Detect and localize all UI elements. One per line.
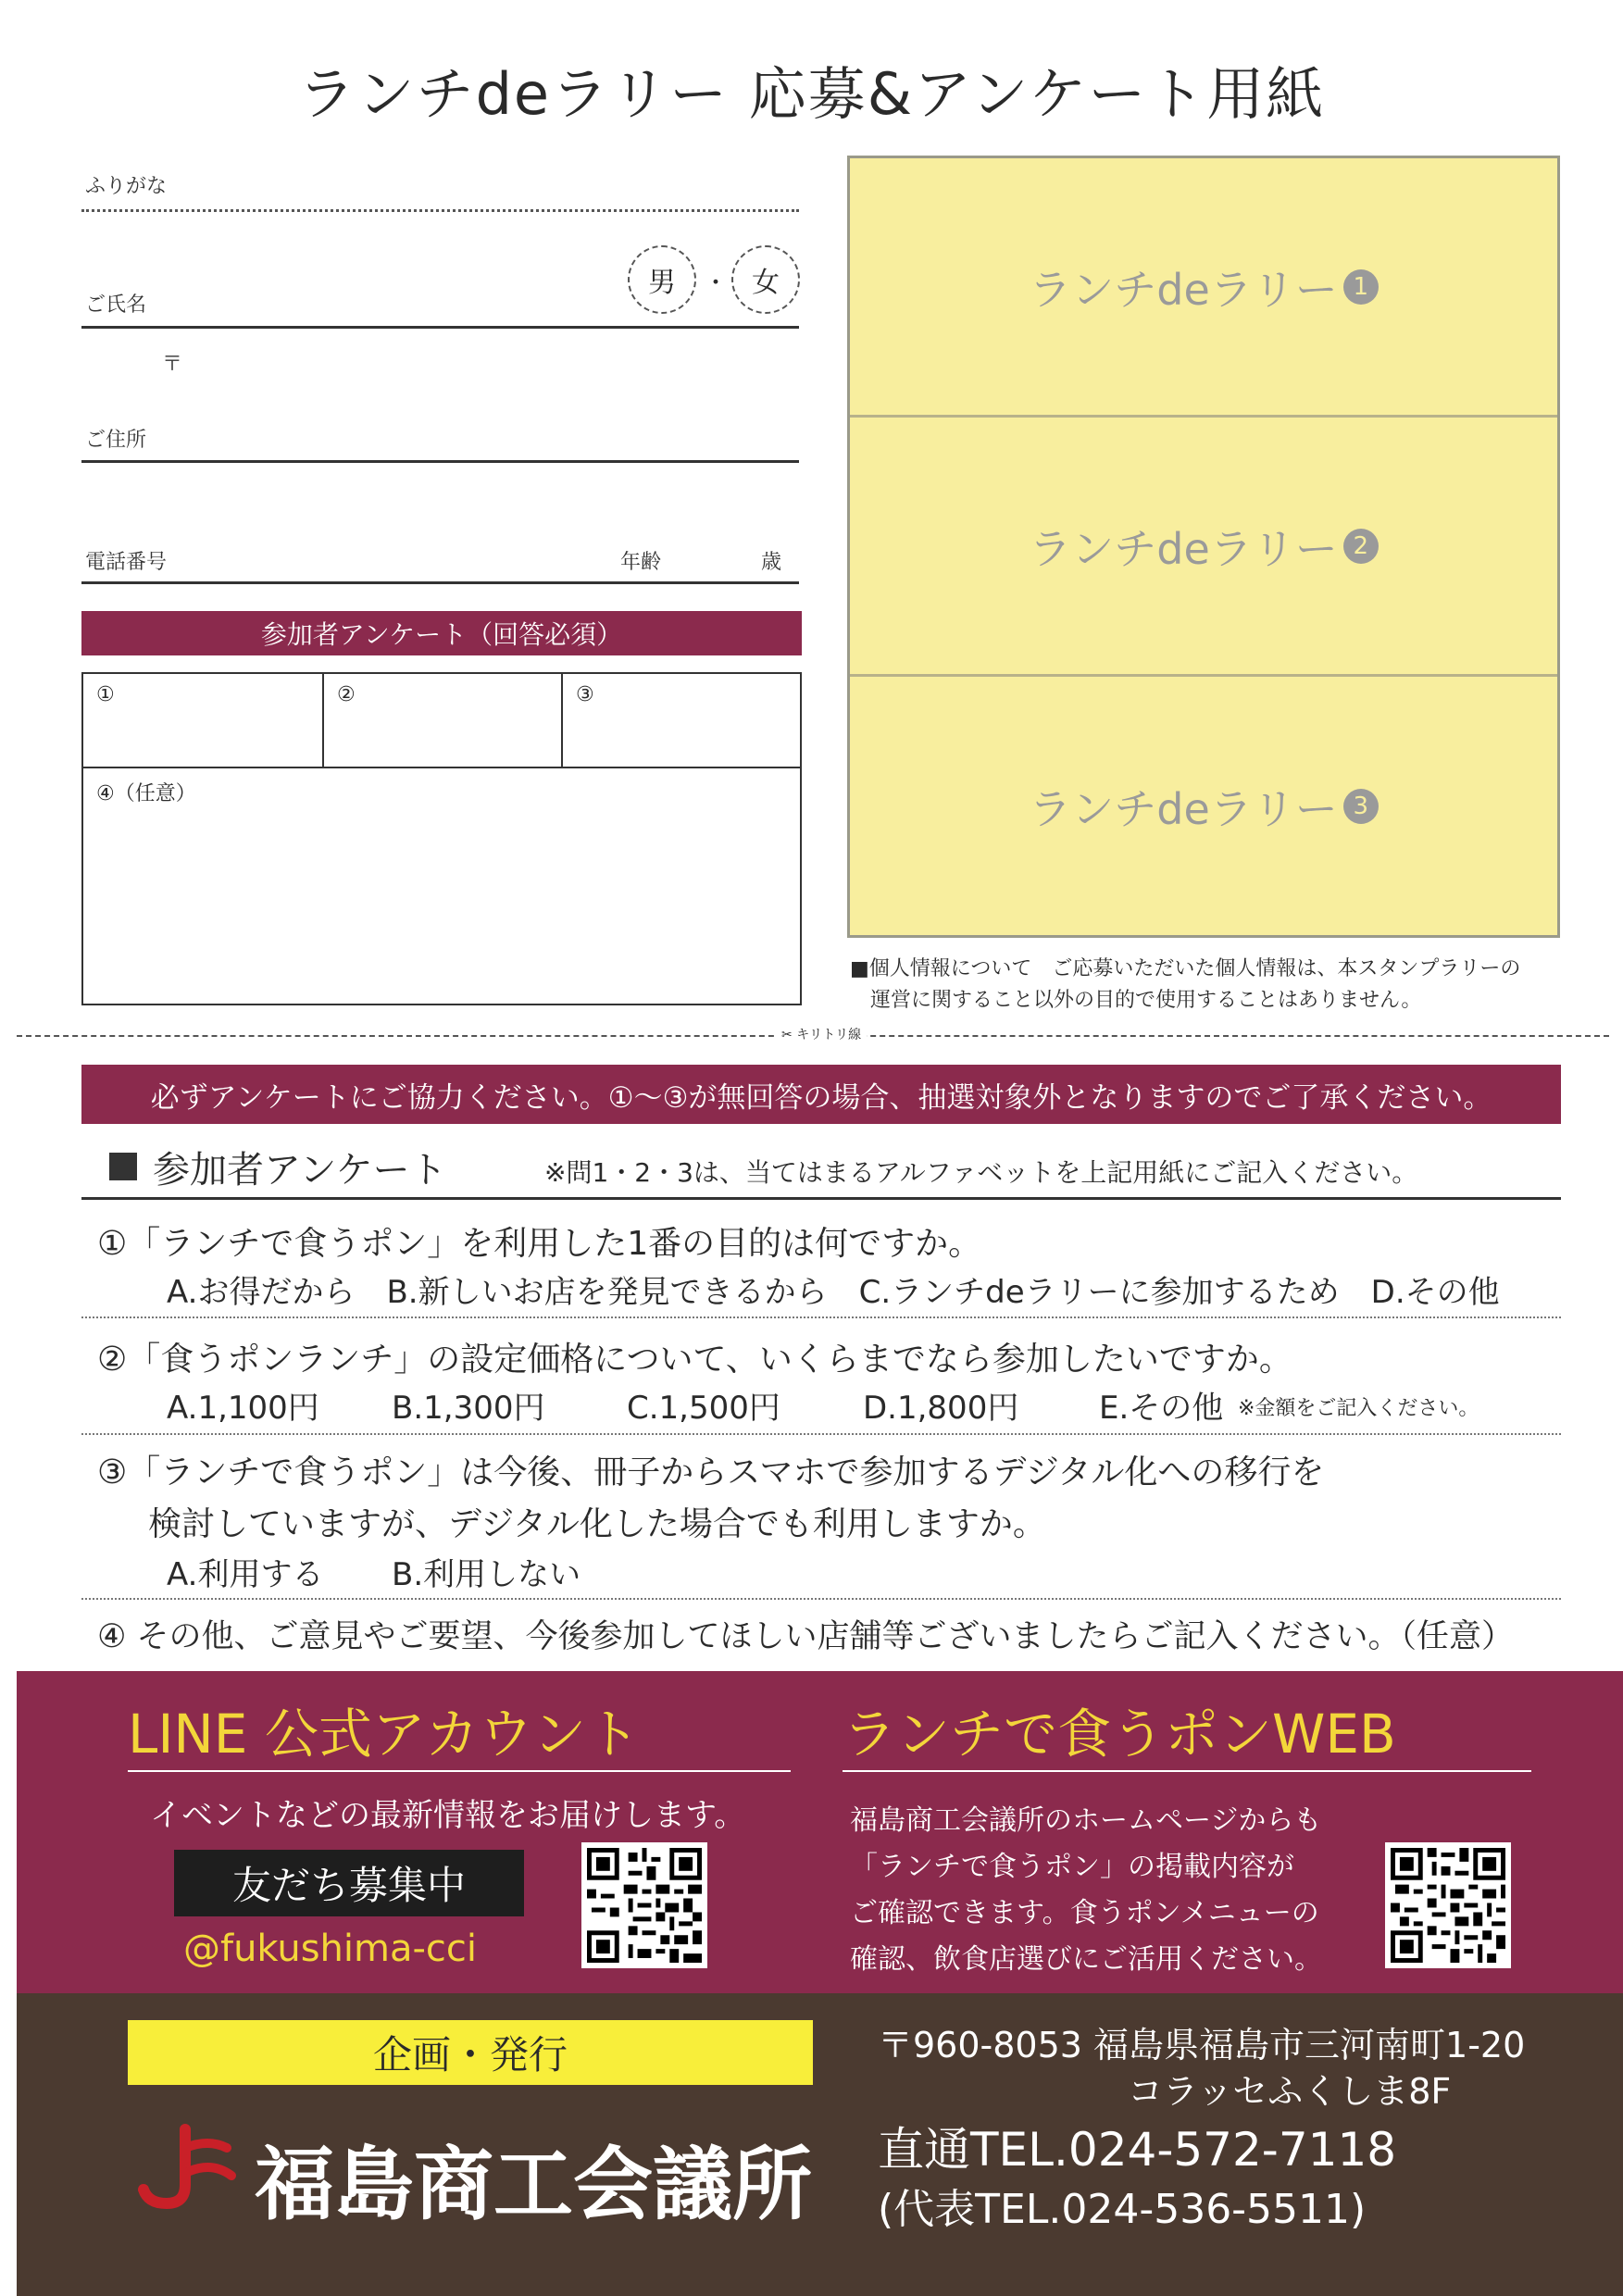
page-title: ランチdeラリー 応募&アンケート用紙 [297, 60, 1326, 128]
question-1-answers: A.お得だから B.新しいお店を発見できるから C.ランチdeラリーに参加するため D.その他 [167, 1274, 1500, 1311]
qr-icon [587, 1848, 702, 1963]
stamp-row-1-label: ランチdeラリー [1029, 264, 1338, 315]
stamp-row-3-number: 3 [1343, 789, 1379, 824]
age-label: 年齢 [620, 551, 662, 574]
name-label: ご氏名 [85, 293, 147, 317]
stamp-panel [847, 156, 1560, 938]
separator-1 [81, 1316, 1561, 1318]
address-line[interactable] [81, 460, 799, 463]
web-line-4: 確認、飲食店選びにご活用ください。 [850, 1943, 1322, 1976]
web-line-1: 福島商工会議所のホームページからも [850, 1804, 1322, 1837]
separator-2 [81, 1433, 1561, 1435]
gender-male[interactable]: 男 [628, 245, 696, 314]
web-title-rule [843, 1770, 1531, 1772]
publisher-org: 福島商工会議所 [255, 2139, 812, 2231]
postal-mark: 〒 [162, 353, 183, 376]
question-2-option-d: D.1,800円 [863, 1390, 1019, 1427]
survey-instruction: ※問1・2・3は、当てはまるアルファベットを上記用紙にご記入ください。 [544, 1157, 1418, 1188]
scissors-icon: ✂ [781, 1028, 793, 1042]
question-2-option-c: C.1,500円 [627, 1390, 780, 1427]
survey-required-bar: 参加者アンケート（回答必須） [81, 611, 802, 655]
stamp-row-3-label: ランチdeラリー [1029, 784, 1338, 834]
answer-cell-4[interactable]: ④（任意） [81, 767, 802, 1005]
answer-cell-2[interactable]: ② [322, 672, 563, 768]
web-line-2: 「ランチで食うポン」の掲載内容が [850, 1851, 1294, 1883]
phone-label: 電話番号 [85, 551, 168, 574]
phone-line[interactable] [81, 581, 799, 584]
web-qr-code[interactable] [1385, 1842, 1511, 1968]
question-3-line-2: 検討していますが、デジタル化した場合でも利用しますか。 [148, 1505, 1046, 1543]
name-line[interactable] [81, 326, 799, 329]
question-3-option-b: B.利用しない [392, 1556, 581, 1593]
line-account-title: LINE 公式アカウント [128, 1703, 641, 1766]
notice-bar: 必ずアンケートにご協力ください。①〜③が無回答の場合、抽選対象外となりますのでご了承ください。 [81, 1065, 1561, 1124]
stamp-row-2[interactable] [850, 418, 1557, 677]
publisher-tel-main[interactable]: (代表TEL.024-536-5511) [878, 2186, 1367, 2233]
publisher-address-1: 〒960-8053 福島県福島市三河南町1-20 [878, 2025, 1526, 2065]
heading-square-icon [109, 1153, 137, 1180]
friends-badge: 友だち募集中 [174, 1850, 524, 1916]
question-1: ①「ランチで食うポン」を利用した1番の目的は何ですか。 [97, 1225, 982, 1263]
cut-line-label [776, 1025, 867, 1043]
stamp-row-2-label: ランチdeラリー [1029, 523, 1338, 574]
line-handle[interactable]: @fukushima-cci [183, 1928, 478, 1970]
stamp-row-1[interactable] [850, 158, 1557, 418]
publisher-tel-direct[interactable]: 直通TEL.024-572-7118 [878, 2123, 1397, 2177]
heading-rule [81, 1197, 1561, 1200]
web-title: ランチで食うポンWEB [843, 1703, 1396, 1766]
qr-icon [1391, 1848, 1505, 1963]
answer-cell-3[interactable]: ③ [561, 672, 802, 768]
line-title-rule [128, 1770, 791, 1772]
gender-female[interactable]: 女 [731, 245, 800, 314]
line-qr-code[interactable] [581, 1842, 707, 1968]
publisher-address-2: コラッセふくしま8F [1128, 2071, 1452, 2112]
question-2-option-a: A.1,100円 [167, 1390, 319, 1427]
privacy-notice [850, 954, 1520, 1017]
stamp-row-2-number: 2 [1343, 529, 1379, 564]
question-2-option-e: E.その他 [1099, 1390, 1224, 1427]
address-label: ご住所 [85, 429, 147, 452]
survey-heading: 参加者アンケート [153, 1149, 447, 1192]
furigana-line[interactable] [81, 209, 799, 212]
answer-cell-1[interactable]: ① [81, 672, 324, 768]
publisher-label: 企画・発行 [128, 2020, 813, 2085]
cci-logo-icon [130, 2120, 241, 2213]
separator-3 [81, 1598, 1561, 1600]
web-description [850, 1798, 1322, 1983]
question-2: ②「食うポンランチ」の設定価格について、いくらまでなら参加したいですか。 [97, 1341, 1292, 1379]
stamp-row-1-number: 1 [1343, 269, 1379, 305]
privacy-line-1: ■個人情報について ご応募いただいた個人情報は、本スタンプラリーの [850, 957, 1521, 980]
privacy-line-2: 運営に関すること以外の目的で使用することはありません。 [870, 989, 1422, 1012]
web-line-3: ご確認できます。食うポンメニューの [850, 1897, 1319, 1929]
cut-line-text: キリトリ線 [796, 1028, 862, 1042]
stamp-row-3[interactable] [850, 677, 1557, 936]
age-unit: 歳 [761, 551, 782, 574]
furigana-label: ふりがな [85, 175, 168, 198]
question-3-line-1: ③「ランチで食うポン」は今後、冊子からスマホで参加するデジタル化への移行を [97, 1454, 1325, 1491]
question-3-option-a: A.利用する [167, 1556, 324, 1593]
question-2-note: ※金額をご記入ください。 [1238, 1397, 1479, 1420]
question-4: ④ その他、ご意見やご要望、今後参加してほしい店舗等ございましたらご記入ください。（任意） [97, 1618, 1515, 1655]
gender-separator: ・ [704, 269, 729, 297]
line-account-subtitle: イベントなどの最新情報をお届けします。 [150, 1797, 746, 1834]
question-2-option-b: B.1,300円 [392, 1390, 545, 1427]
